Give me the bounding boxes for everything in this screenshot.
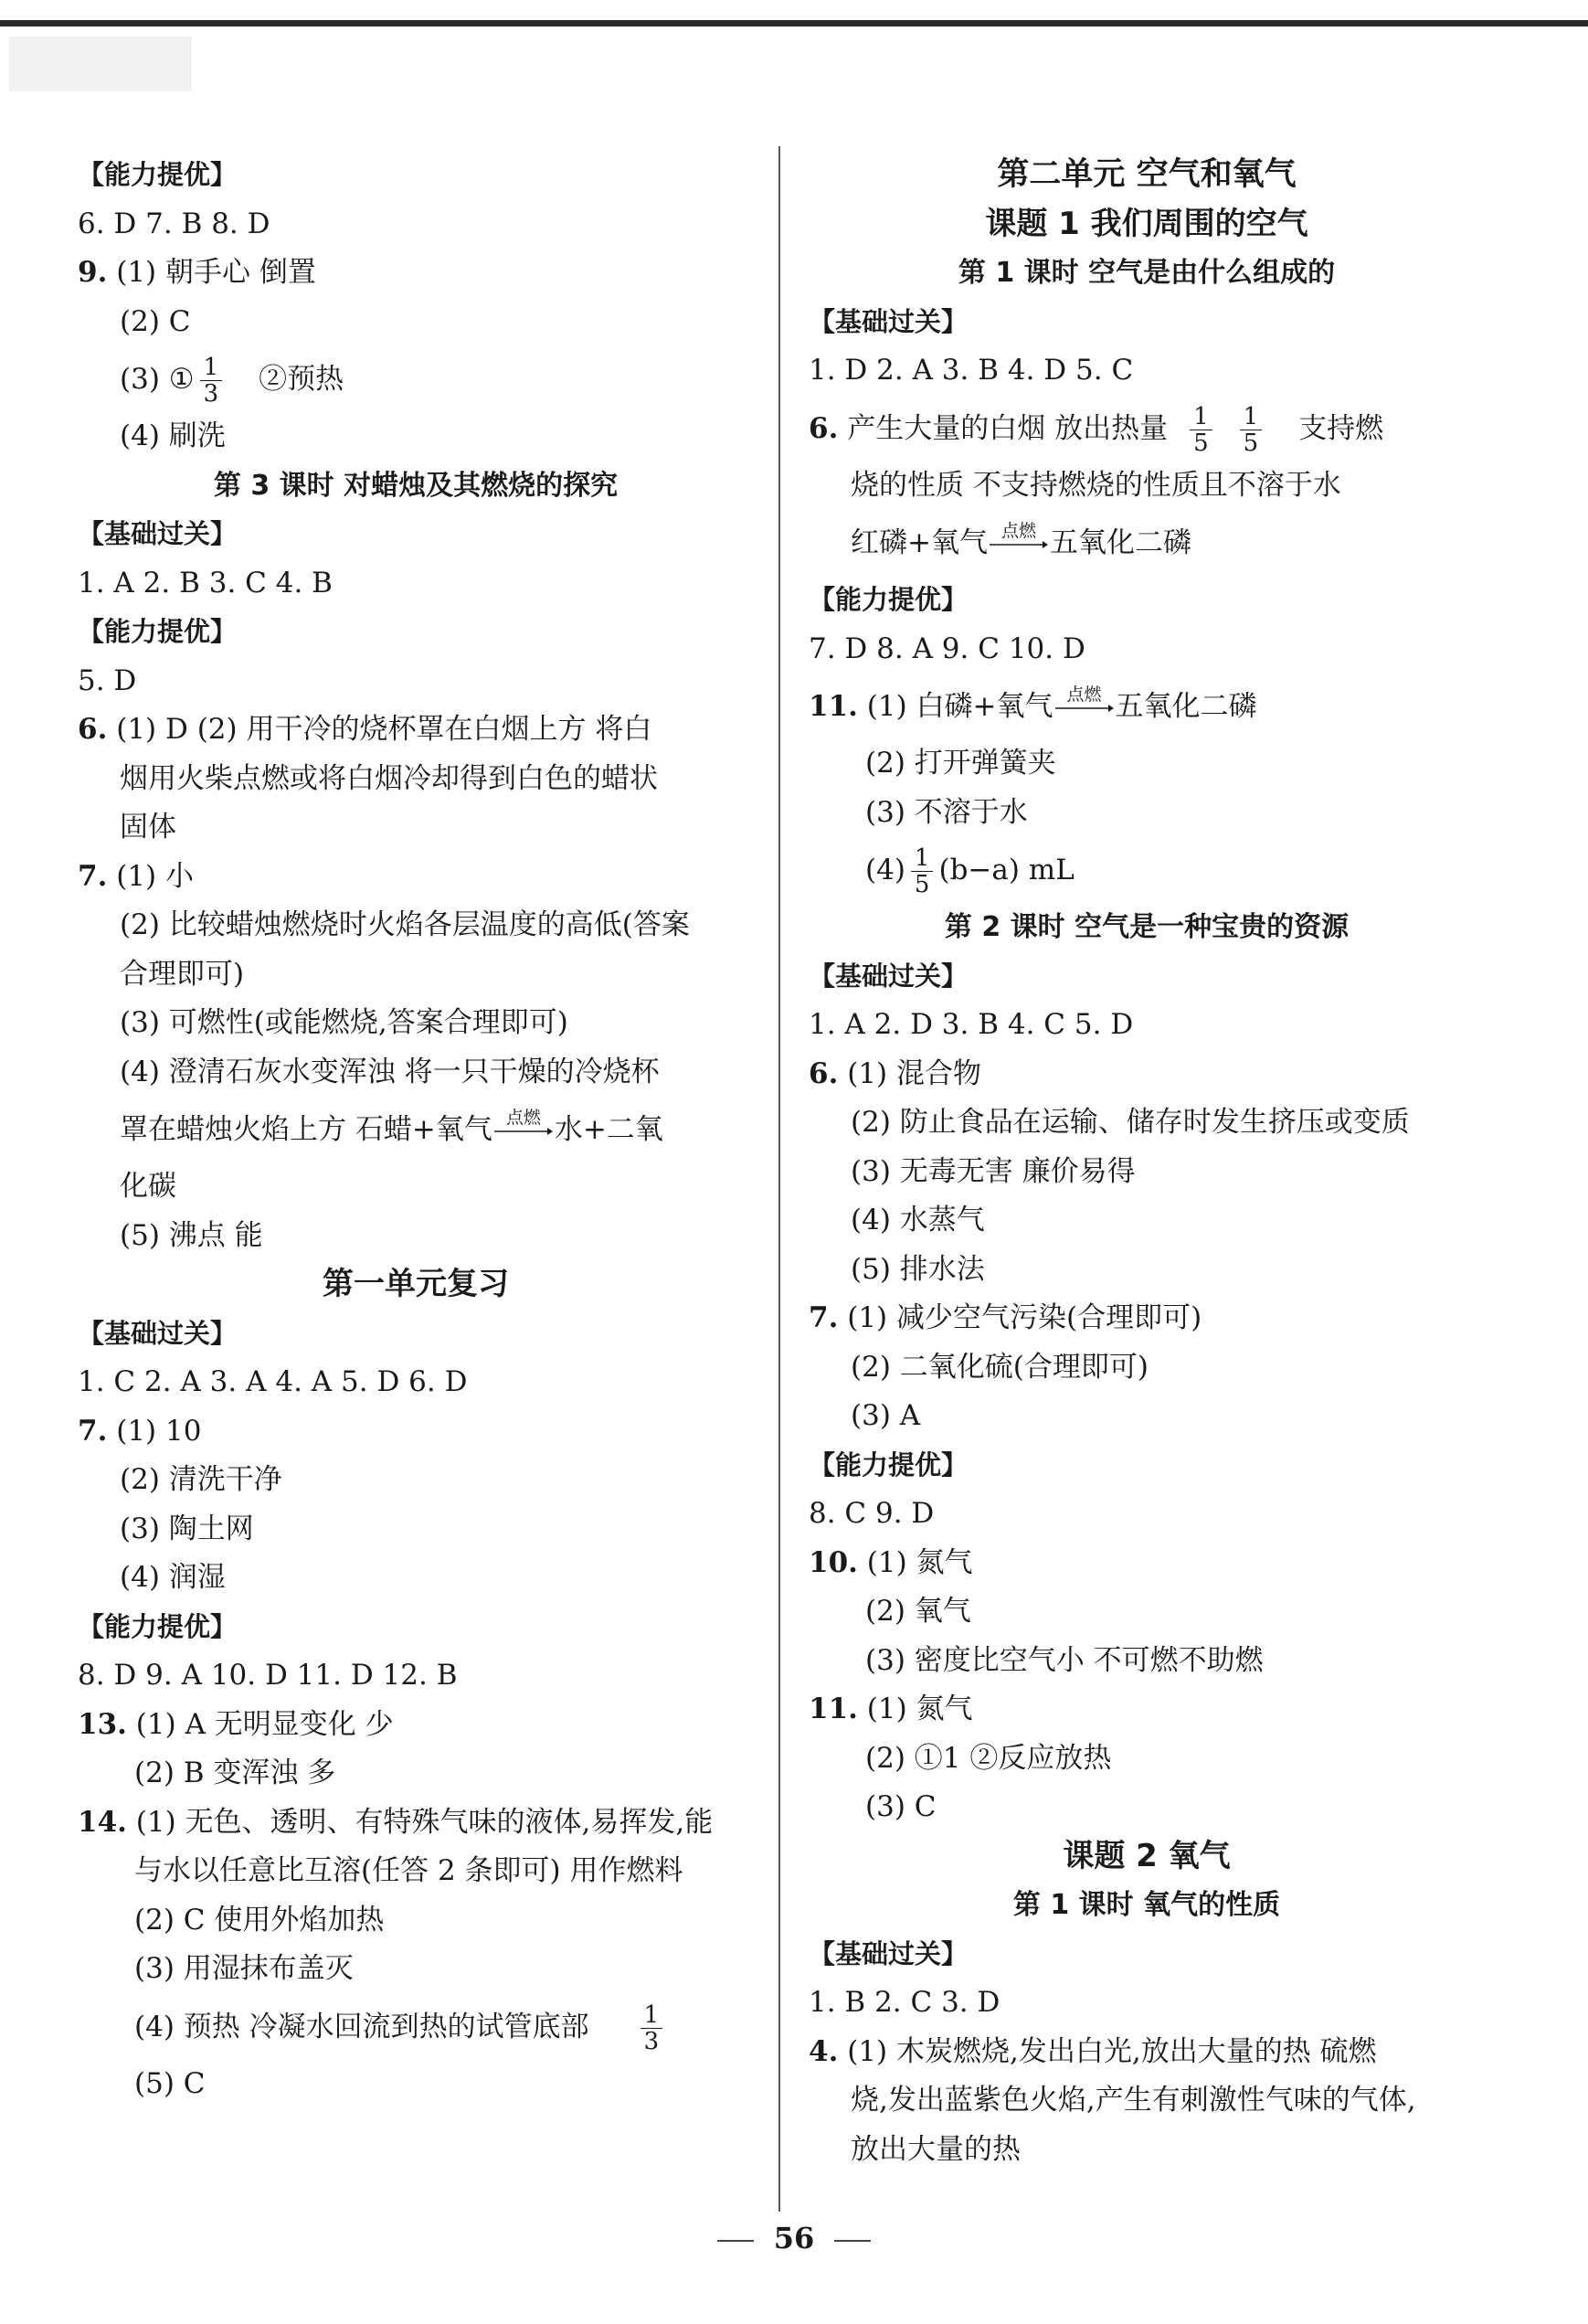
reaction-arrow: 点燃 — [1055, 685, 1114, 713]
fraction: $\frac{1}{5}$ — [1240, 404, 1263, 456]
section-advanced: 【能力提优】 — [809, 584, 969, 615]
answer-line: (2) 打开弹簧夹 — [865, 747, 1056, 780]
section-basic: 【基础过关】 — [809, 305, 969, 337]
answer-line: (3) 不溶于水 — [865, 795, 1028, 829]
fraction: $\frac{1}{5}$ — [911, 845, 934, 897]
answer-line-fraction: 6. 产生大量的白烟 放出热量 $\frac{1}{5}$ $\frac{1}{5}$ 支持燃 — [809, 402, 1384, 457]
answer-line: 烧,发出蓝紫色火焰,产生有刺激性气味的气体, — [851, 2084, 1416, 2117]
answer-line: (3) 密度比空气小 不可燃不助燃 — [865, 1643, 1264, 1677]
answer-line-fraction: (4) $\frac{1}{5}$ (b−a) mL — [865, 844, 1075, 898]
answer-line: 7. D 8. A 9. C 10. D — [809, 631, 1085, 665]
answer-line: 烧的性质 不支持燃烧的性质且不溶于水 — [851, 468, 1341, 502]
answer-line: (2) 比较蜡烛燃烧时火焰各层温度的高低(答案 — [120, 908, 690, 941]
scan-corner-mark — [9, 37, 192, 91]
answer-line: 1. A 2. B 3. C 4. B — [78, 566, 333, 600]
lesson-heading: 第 3 课时 对蜡烛及其燃烧的探究 — [213, 469, 619, 502]
top-rule — [0, 20, 1588, 27]
reaction-arrow: 点燃 — [990, 522, 1048, 549]
answer-line: 7. (1) 小 — [78, 859, 194, 893]
answer-line-fraction: (4) 预热 冷凝水回流到热的试管底部 $\frac{1}{3}$ — [78, 1994, 754, 2060]
page-dash — [834, 2240, 871, 2242]
answer-line: 化碳 — [120, 1170, 176, 1203]
answer-line: (2) ①1 ②反应放热 — [865, 1741, 1112, 1775]
answer-line: 7. (1) 减少空气污染(合理即可) — [809, 1301, 1202, 1334]
answer-line: 1. A 2. D 3. B 4. C 5. D — [809, 1008, 1134, 1041]
section-advanced: 【能力提优】 — [78, 1610, 238, 1642]
answer-line: (2) 清洗干净 — [120, 1463, 282, 1496]
arrow-icon — [990, 540, 1048, 549]
lesson-heading: 第 1 课时 空气是由什么组成的 — [958, 257, 1336, 289]
answer-line: 8. C 9. D — [809, 1497, 935, 1530]
section-basic: 【基础过关】 — [809, 1937, 969, 1969]
answer-line: 11. (1) 氮气 — [809, 1693, 973, 1725]
answer-line: (4) 澄清石灰水变浑浊 将一只干燥的冷烧杯 — [120, 1055, 660, 1088]
answer-line: (3) 陶土网 — [120, 1512, 254, 1545]
section-basic: 【基础过关】 — [78, 518, 238, 549]
answer-line-equation: 红磷+氧气 点燃 五氧化二磷 — [851, 520, 1191, 559]
answer-line: (4) 水蒸气 — [851, 1204, 985, 1236]
section-basic: 【基础过关】 — [809, 960, 969, 992]
lesson-heading: 第 1 课时 氧气的性质 — [1012, 1889, 1281, 1921]
section-basic: 【基础过关】 — [78, 1317, 238, 1349]
answer-line: (2) C — [120, 304, 191, 338]
topic-heading: 课题 2 氧气 — [1063, 1837, 1231, 1874]
answer-line: (3) A — [851, 1399, 921, 1432]
answer-line: (3) 可燃性(或能燃烧,答案合理即可) — [120, 1006, 568, 1039]
answer-line: (5) 沸点 能 — [120, 1218, 263, 1252]
arrow-icon — [1055, 704, 1114, 713]
reaction-arrow: 点燃 — [494, 1109, 553, 1136]
fraction: $\frac{1}{5}$ — [1190, 404, 1212, 456]
unit-review-heading: 第一单元复习 — [323, 1266, 509, 1302]
section-advanced: 【能力提优】 — [78, 616, 238, 647]
answer-line: (4) 刷洗 — [120, 419, 226, 452]
answer-line: 1. B 2. C 3. D — [809, 1986, 1000, 2019]
answer-line: 9. (1) 朝手心 倒置 — [78, 256, 316, 289]
answer-line: 烟用火柴点燃或将白烟冷却得到白色的蜡状 — [120, 761, 658, 795]
answer-line: (2) C 使用外焰加热 — [134, 1903, 385, 1937]
answer-line: 4. (1) 木炭燃烧,发出白光,放出大量的热 硫燃 — [809, 2034, 1377, 2068]
answer-line-fraction: (3) ① $\frac{1}{3}$ ②预热 — [120, 354, 344, 408]
unit-heading: 第二单元 空气和氧气 — [997, 156, 1297, 193]
answer-line: 5. D — [78, 663, 137, 697]
section-advanced: 【能力提优】 — [809, 1449, 969, 1480]
left-column — [78, 151, 754, 2108]
answer-line: (2) 防止食品在运输、储存时发生挤压或变质 — [851, 1106, 1410, 1139]
section-advanced: 【能力提优】 — [78, 159, 238, 190]
answer-line: 7. (1) 10 — [78, 1414, 202, 1448]
answer-line: 1. D 2. A 3. B 4. D 5. C — [809, 354, 1134, 387]
right-column — [809, 151, 1485, 2174]
answer-line: (4) 润湿 — [120, 1561, 226, 1594]
answer-line: 6. (1) 混合物 — [809, 1056, 981, 1090]
fraction: $\frac{1}{3}$ — [640, 2002, 663, 2054]
fraction: $\frac{1}{3}$ — [200, 355, 223, 407]
answer-line: 10. (1) 氮气 — [809, 1545, 973, 1579]
page-number: 56 — [0, 2221, 1588, 2255]
answer-line: 6. (1) D (2) 用干冷的烧杯罩在白烟上方 将白 — [78, 713, 652, 746]
arrow-icon — [494, 1127, 553, 1136]
lesson-heading: 第 2 课时 空气是一种宝贵的资源 — [944, 911, 1350, 943]
answer-line: 放出大量的热 — [851, 2132, 1021, 2166]
topic-heading: 课题 1 我们周围的空气 — [985, 205, 1308, 242]
answer-line: 1. C 2. A 3. A 4. A 5. D 6. D — [78, 1365, 468, 1398]
answer-line: 合理即可) — [120, 957, 245, 991]
answer-line: 13. (1) A 无明显变化 少 — [78, 1707, 394, 1741]
answer-line: (2) B 变浑浊 多 — [134, 1756, 336, 1789]
answer-line: (3) 无毒无害 廉价易得 — [851, 1154, 1136, 1188]
answer-line: (5) C — [134, 2066, 206, 2100]
answer-line: (2) 二氧化硫(合理即可) — [851, 1350, 1149, 1384]
answer-line: 固体 — [120, 811, 176, 844]
answer-line: 8. D 9. A 10. D 11. D 12. B — [78, 1659, 458, 1692]
answer-line-equation: 罩在蜡烛火焰上方 石蜡+氧气 点燃 水+二氧 — [120, 1107, 663, 1146]
page-dash — [717, 2240, 754, 2242]
answer-line: (3) 用湿抹布盖灭 — [134, 1952, 354, 1985]
answer-line: 6. D 7. B 8. D — [78, 207, 270, 240]
answer-line: 14. (1) 无色、透明、有特殊气味的液体,易挥发,能 — [78, 1805, 714, 1839]
answer-line: (2) 氧气 — [865, 1595, 971, 1628]
answer-line: 与水以任意比互溶(任答 2 条即可) 用作燃料 — [134, 1854, 683, 1887]
column-divider — [778, 146, 780, 2212]
answer-line: (3) C — [865, 1790, 937, 1823]
answer-line: (5) 排水法 — [851, 1252, 985, 1286]
answer-line-equation: 11. (1) 白磷+氧气 点燃 五氧化二磷 — [809, 684, 1257, 723]
